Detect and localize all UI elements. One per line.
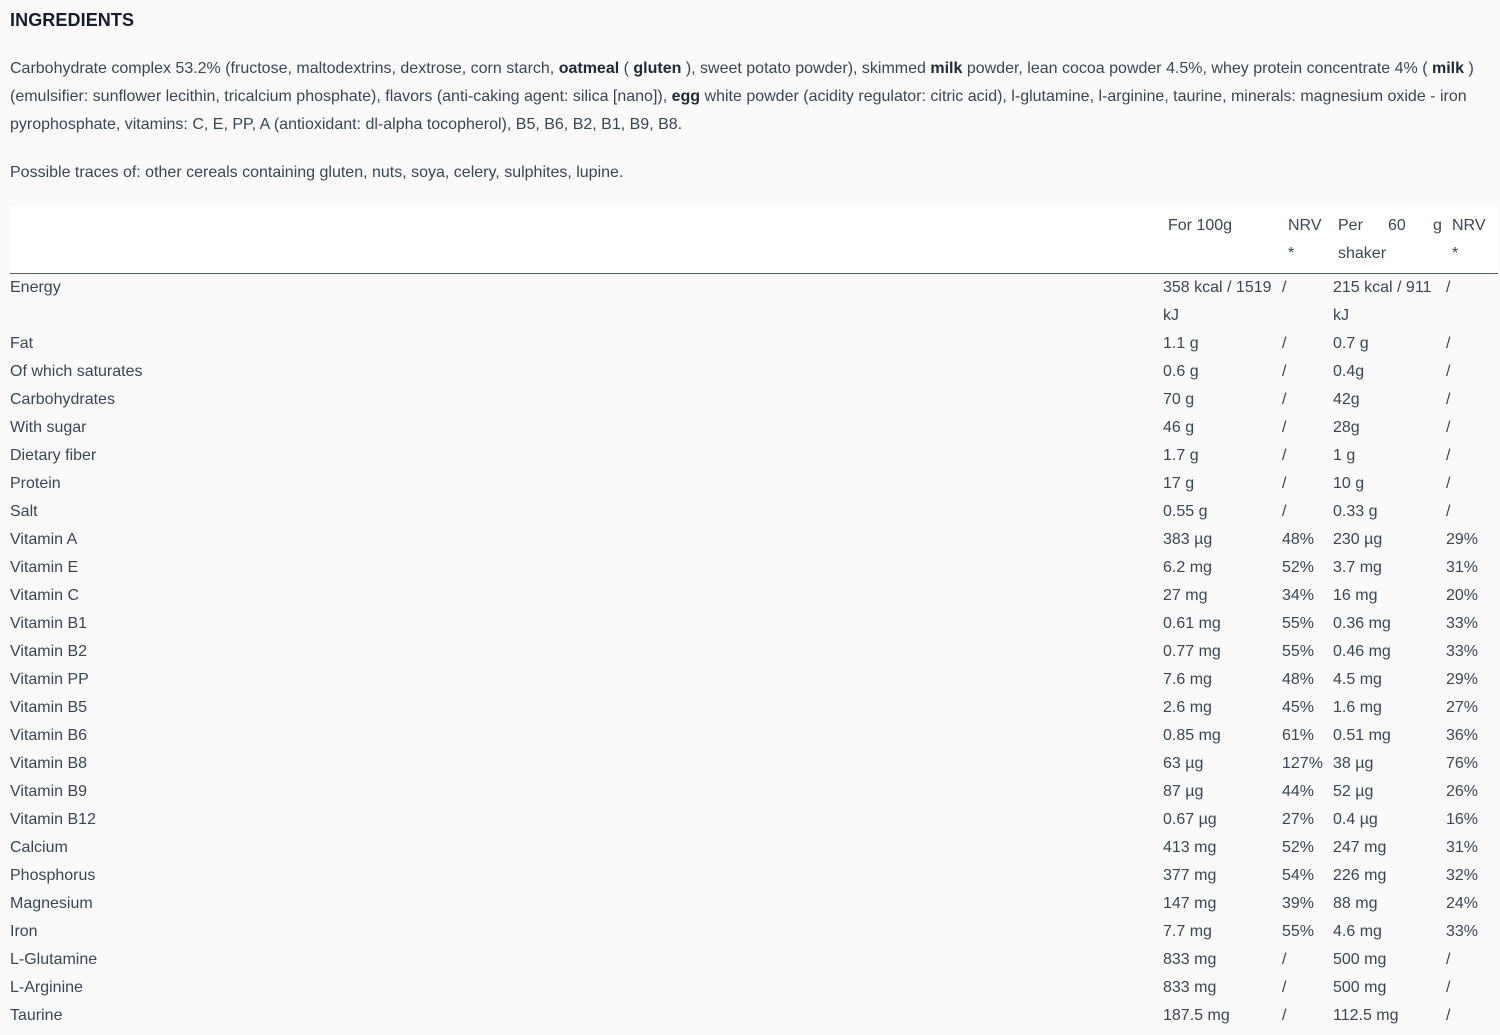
nrv-per-100g: 54% bbox=[1282, 867, 1315, 884]
nutrient-name: Vitamin C bbox=[10, 587, 80, 604]
table-row bbox=[10, 638, 1498, 666]
nutrient-name: Vitamin B1 bbox=[10, 615, 88, 632]
header-per-amount: 60 bbox=[1388, 217, 1406, 234]
nutrient-name: L-Glutamine bbox=[10, 951, 98, 968]
nrv-per-shaker: 32% bbox=[1446, 867, 1479, 884]
nrv-per-100g: 48% bbox=[1282, 531, 1315, 548]
nutrient-name: L-Arginine bbox=[10, 979, 83, 996]
value-per-shaker: 215 kcal / 911 bbox=[1333, 279, 1432, 296]
nrv-per-shaker: 27% bbox=[1446, 699, 1479, 716]
nrv-per-shaker: / bbox=[1446, 391, 1451, 408]
nrv-per-100g: 55% bbox=[1282, 615, 1315, 632]
ingredients-segment: ( bbox=[619, 60, 634, 77]
allergen-term: gluten bbox=[633, 60, 682, 77]
table-row bbox=[10, 498, 1498, 526]
nrv-per-100g: / bbox=[1282, 335, 1287, 352]
ingredients-segment: (emulsifier: sunflower lecithin, tricalcium phosphate), flavors (anti-caking agent: silica [nano]), bbox=[10, 88, 672, 105]
value-per-shaker: 0.7 g bbox=[1333, 335, 1369, 352]
nrv-per-shaker: 26% bbox=[1446, 783, 1479, 800]
nutrient-name: Taurine bbox=[10, 1007, 63, 1024]
ingredients-line bbox=[10, 83, 1500, 111]
value-per-shaker: 16 mg bbox=[1333, 587, 1378, 604]
value-per-100g: 383 µg bbox=[1163, 531, 1213, 548]
ingredients-segment: powder, lean cocoa powder 4.5%, whey protein concentrate 4% ( bbox=[962, 60, 1432, 77]
header-nrv-1-asterisk: * bbox=[1288, 245, 1295, 262]
nrv-per-shaker: 36% bbox=[1446, 727, 1479, 744]
nrv-per-shaker: / bbox=[1446, 503, 1451, 520]
header-nrv-2-asterisk: * bbox=[1452, 245, 1459, 262]
value-per-100g: 358 kcal / 1519 bbox=[1163, 279, 1272, 296]
value-per-100g: 70 g bbox=[1163, 391, 1195, 408]
table-row bbox=[10, 414, 1498, 442]
nutrient-name: Vitamin B9 bbox=[10, 783, 88, 800]
nrv-per-100g: 44% bbox=[1282, 783, 1315, 800]
value-per-100g: 46 g bbox=[1163, 419, 1195, 436]
value-per-100g: 0.67 µg bbox=[1163, 811, 1217, 828]
nutrient-name: Salt bbox=[10, 503, 38, 520]
nrv-per-shaker: / bbox=[1446, 475, 1451, 492]
value-per-100g: 187.5 mg bbox=[1163, 1007, 1230, 1024]
value-per-shaker: 10 g bbox=[1333, 475, 1365, 492]
value-per-100g: 413 mg bbox=[1163, 839, 1217, 856]
ingredients-segment: Carbohydrate complex 53.2% (fructose, maltodextrins, dextrose, corn starch, bbox=[10, 60, 559, 77]
nrv-per-100g: / bbox=[1282, 951, 1287, 968]
nrv-per-shaker: / bbox=[1446, 979, 1451, 996]
nrv-per-shaker: 33% bbox=[1446, 643, 1479, 660]
header-per-unit: g bbox=[1433, 217, 1442, 234]
nrv-per-100g: / bbox=[1282, 391, 1287, 408]
table-row bbox=[10, 778, 1498, 806]
ingredients-segment: ) bbox=[1464, 60, 1474, 77]
table-row bbox=[10, 582, 1498, 610]
value-per-shaker: 247 mg bbox=[1333, 839, 1387, 856]
value-per-100g: 7.6 mg bbox=[1163, 671, 1212, 688]
table-row bbox=[10, 722, 1498, 750]
table-row bbox=[10, 666, 1498, 694]
nrv-per-shaker: / bbox=[1446, 419, 1451, 436]
nrv-per-shaker: 31% bbox=[1446, 559, 1479, 576]
value-per-shaker: 112.5 mg bbox=[1333, 1007, 1399, 1024]
nrv-per-100g: 52% bbox=[1282, 559, 1315, 576]
nrv-per-100g: 27% bbox=[1282, 811, 1315, 828]
value-per-100g: 7.7 mg bbox=[1163, 923, 1212, 940]
nrv-per-100g: / bbox=[1282, 419, 1287, 436]
table-row bbox=[10, 694, 1498, 722]
ingredients-segment: white powder (acidity regulator: citric acid), l-glutamine, l-arginine, taurine, minerals: magnesium oxide - iron bbox=[700, 88, 1467, 105]
value-per-shaker-unit: kJ bbox=[1333, 307, 1349, 324]
table-row bbox=[10, 946, 1498, 974]
value-per-100g: 27 mg bbox=[1163, 587, 1208, 604]
nutrient-name: Of which saturates bbox=[10, 363, 143, 380]
nutrient-name: Phosphorus bbox=[10, 867, 96, 884]
value-per-shaker: 1 g bbox=[1333, 447, 1356, 464]
nutrition-table-body bbox=[10, 274, 1498, 1030]
nutrient-name: Iron bbox=[10, 923, 38, 940]
value-per-100g: 1.7 g bbox=[1163, 447, 1199, 464]
table-row bbox=[10, 554, 1498, 582]
value-per-shaker: 28g bbox=[1333, 419, 1360, 436]
table-row bbox=[10, 1002, 1498, 1030]
value-per-100g: 0.55 g bbox=[1163, 503, 1208, 520]
nutrient-name: Vitamin B8 bbox=[10, 755, 88, 772]
nrv-per-100g: 61% bbox=[1282, 727, 1315, 744]
value-per-100g: 63 µg bbox=[1163, 755, 1204, 772]
nutrient-name: Vitamin B2 bbox=[10, 643, 88, 660]
value-per-100g: 377 mg bbox=[1163, 867, 1217, 884]
nutrient-name: Vitamin A bbox=[10, 531, 78, 548]
nutrient-name: Magnesium bbox=[10, 895, 93, 912]
value-per-100g: 147 mg bbox=[1163, 895, 1217, 912]
allergen-term: oatmeal bbox=[558, 60, 620, 77]
value-per-100g: 6.2 mg bbox=[1163, 559, 1212, 576]
nrv-per-shaker: 29% bbox=[1446, 671, 1479, 688]
ingredients-line bbox=[10, 55, 1500, 83]
value-per-shaker: 0.46 mg bbox=[1333, 643, 1391, 660]
value-per-100g: 833 mg bbox=[1163, 979, 1217, 996]
table-row bbox=[10, 442, 1498, 470]
value-per-100g: 17 g bbox=[1163, 475, 1195, 492]
nutrient-name: Energy bbox=[10, 279, 61, 296]
value-per-shaker: 0.4g bbox=[1333, 363, 1365, 380]
nrv-per-shaker: 24% bbox=[1446, 895, 1479, 912]
nrv-per-100g: / bbox=[1282, 363, 1287, 380]
nutrient-name: With sugar bbox=[10, 419, 87, 436]
nrv-per-100g: / bbox=[1282, 979, 1287, 996]
value-per-shaker: 88 mg bbox=[1333, 895, 1378, 912]
nrv-per-shaker: 33% bbox=[1446, 615, 1479, 632]
value-per-shaker: 0.36 mg bbox=[1333, 615, 1391, 632]
nutrient-name: Dietary fiber bbox=[10, 447, 97, 464]
table-row bbox=[10, 274, 1498, 330]
nrv-per-shaker: / bbox=[1446, 1007, 1451, 1024]
value-per-100g: 1.1 g bbox=[1163, 335, 1199, 352]
value-per-shaker: 500 mg bbox=[1333, 979, 1387, 996]
nutrient-name: Vitamin PP bbox=[10, 671, 89, 688]
table-row bbox=[10, 806, 1498, 834]
nrv-per-100g: / bbox=[1282, 475, 1287, 492]
value-per-shaker: 0.4 µg bbox=[1333, 811, 1378, 828]
nutrient-name: Calcium bbox=[10, 839, 68, 856]
nrv-per-100g: 48% bbox=[1282, 671, 1315, 688]
nrv-per-shaker: / bbox=[1446, 363, 1451, 380]
nutrient-name: Fat bbox=[10, 335, 34, 352]
table-row bbox=[10, 610, 1498, 638]
value-per-shaker: 38 µg bbox=[1333, 755, 1374, 772]
nrv-per-100g: 55% bbox=[1282, 643, 1315, 660]
allergen-term: milk bbox=[1431, 60, 1464, 77]
nrv-per-shaker: / bbox=[1446, 951, 1451, 968]
table-row bbox=[10, 470, 1498, 498]
nrv-per-100g: / bbox=[1282, 447, 1287, 464]
ingredients-segment: pyrophosphate, vitamins: C, E, PP, A (antioxidant: dl-alpha tocopherol), B5, B6, B2, B1, B9, B8. bbox=[10, 116, 683, 133]
possible-traces-text: Possible traces of: other cereals containing gluten, nuts, soya, celery, sulphites, lupine. bbox=[10, 164, 624, 181]
value-per-shaker: 0.33 g bbox=[1333, 503, 1378, 520]
nutrient-name: Vitamin B5 bbox=[10, 699, 88, 716]
nrv-per-shaker: / bbox=[1446, 279, 1451, 296]
nutrient-name: Protein bbox=[10, 475, 61, 492]
nutrient-name: Vitamin B12 bbox=[10, 811, 96, 828]
value-per-shaker: 52 µg bbox=[1333, 783, 1374, 800]
ingredients-segment: ), sweet potato powder), skimmed bbox=[681, 60, 931, 77]
nrv-per-100g: 55% bbox=[1282, 923, 1315, 940]
nrv-per-100g: 127% bbox=[1282, 755, 1323, 772]
nutrient-name: Vitamin E bbox=[10, 559, 79, 576]
header-nrv-1: NRV bbox=[1288, 217, 1322, 234]
nutrient-name: Carbohydrates bbox=[10, 391, 115, 408]
value-per-shaker: 4.5 mg bbox=[1333, 671, 1382, 688]
value-per-shaker: 0.51 mg bbox=[1333, 727, 1391, 744]
table-row bbox=[10, 750, 1498, 778]
nrv-per-100g: / bbox=[1282, 503, 1287, 520]
nutrient-name: Vitamin B6 bbox=[10, 727, 88, 744]
nrv-per-shaker: / bbox=[1446, 447, 1451, 464]
table-row bbox=[10, 386, 1498, 414]
nrv-per-100g: / bbox=[1282, 279, 1287, 296]
ingredients-text bbox=[10, 55, 1500, 139]
table-row bbox=[10, 890, 1498, 918]
value-per-100g: 0.6 g bbox=[1163, 363, 1199, 380]
table-row bbox=[10, 330, 1498, 358]
value-per-100g: 833 mg bbox=[1163, 951, 1217, 968]
table-row bbox=[10, 526, 1498, 554]
nrv-per-shaker: 31% bbox=[1446, 839, 1479, 856]
table-row bbox=[10, 918, 1498, 946]
nrv-per-100g: 45% bbox=[1282, 699, 1315, 716]
value-per-100g-unit: kJ bbox=[1163, 307, 1179, 324]
nrv-per-shaker: 20% bbox=[1446, 587, 1479, 604]
table-row bbox=[10, 834, 1498, 862]
nrv-per-shaker: 16% bbox=[1446, 811, 1479, 828]
ingredients-line bbox=[10, 111, 1500, 139]
nrv-per-shaker: 33% bbox=[1446, 923, 1479, 940]
table-row bbox=[10, 358, 1498, 386]
allergen-term: milk bbox=[930, 60, 963, 77]
ingredients-title: INGREDIENTS bbox=[10, 10, 135, 30]
nutrition-table-header bbox=[10, 207, 1498, 274]
value-per-shaker: 226 mg bbox=[1333, 867, 1387, 884]
header-shaker: shaker bbox=[1338, 245, 1387, 262]
value-per-shaker: 500 mg bbox=[1333, 951, 1387, 968]
nrv-per-100g: 39% bbox=[1282, 895, 1315, 912]
value-per-shaker: 230 µg bbox=[1333, 531, 1383, 548]
value-per-100g: 0.85 mg bbox=[1163, 727, 1221, 744]
allergen-term: egg bbox=[671, 88, 701, 105]
value-per-100g: 0.61 mg bbox=[1163, 615, 1221, 632]
header-per: Per bbox=[1338, 217, 1363, 234]
value-per-shaker: 3.7 mg bbox=[1333, 559, 1382, 576]
header-for-100g: For 100g bbox=[1168, 217, 1233, 234]
value-per-100g: 0.77 mg bbox=[1163, 643, 1221, 660]
nrv-per-shaker: 76% bbox=[1446, 755, 1479, 772]
value-per-shaker: 42g bbox=[1333, 391, 1360, 408]
nrv-per-shaker: 29% bbox=[1446, 531, 1479, 548]
nrv-per-shaker: / bbox=[1446, 335, 1451, 352]
value-per-100g: 87 µg bbox=[1163, 783, 1204, 800]
value-per-shaker: 1.6 mg bbox=[1333, 699, 1382, 716]
nrv-per-100g: 34% bbox=[1282, 587, 1315, 604]
nrv-per-100g: / bbox=[1282, 1007, 1287, 1024]
header-nrv-2: NRV bbox=[1452, 217, 1486, 234]
table-row bbox=[10, 974, 1498, 1002]
value-per-100g: 2.6 mg bbox=[1163, 699, 1212, 716]
nrv-per-100g: 52% bbox=[1282, 839, 1315, 856]
value-per-shaker: 4.6 mg bbox=[1333, 923, 1382, 940]
table-row bbox=[10, 862, 1498, 890]
